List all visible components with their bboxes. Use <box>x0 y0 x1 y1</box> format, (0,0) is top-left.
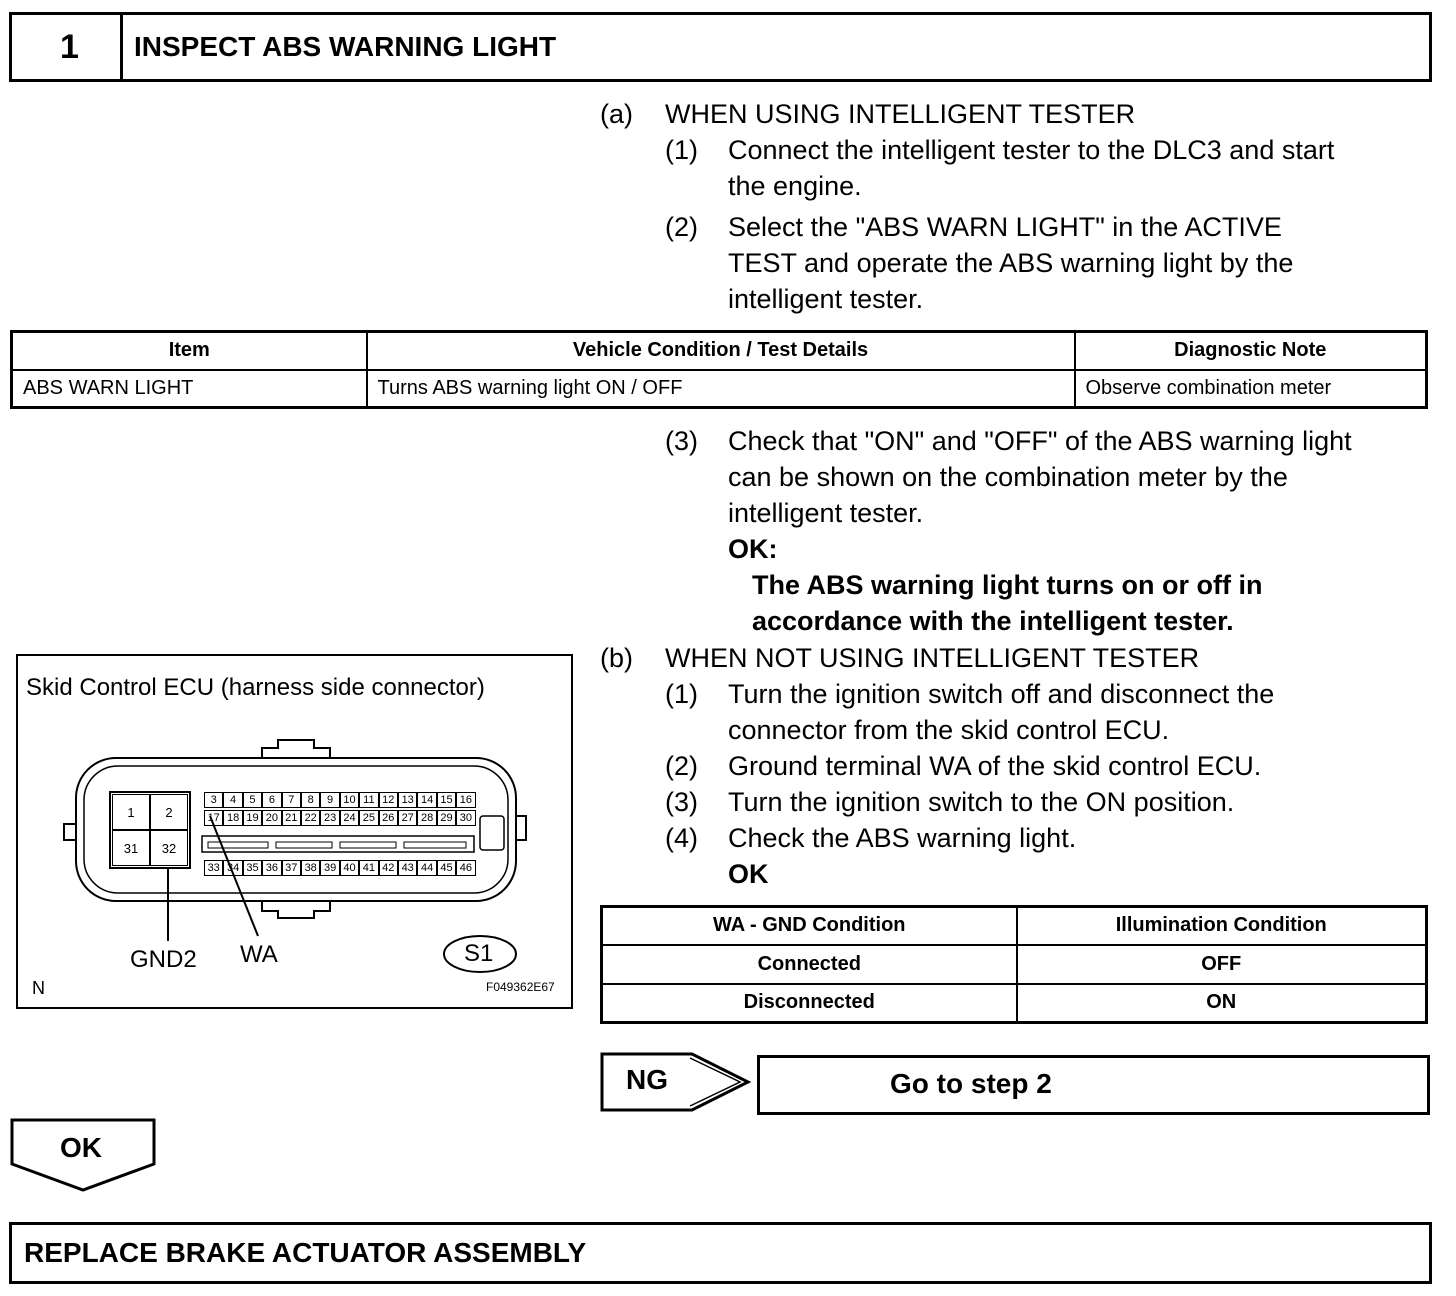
a1-line-2: the engine. <box>728 171 862 201</box>
step-number: 1 <box>60 28 79 66</box>
diagram-title: Skid Control ECU (harness side connector) <box>26 674 485 701</box>
pin-21: 21 <box>282 810 301 826</box>
table-cell: Connected <box>602 945 1017 984</box>
table-header: WA - GND Condition <box>602 907 1017 945</box>
pin-25: 25 <box>359 810 378 826</box>
pin-18: 18 <box>223 810 242 826</box>
table-cell: ON <box>1017 984 1427 1023</box>
pin-45: 45 <box>437 860 456 876</box>
pin-41: 41 <box>359 860 378 876</box>
a3-marker: (3) <box>665 426 698 456</box>
table-header: Illumination Condition <box>1017 907 1427 945</box>
a2-marker: (2) <box>665 212 698 242</box>
active-test-table <box>10 330 1428 409</box>
table-cell: Observe combination meter <box>1075 370 1427 408</box>
a1-marker: (1) <box>665 135 698 165</box>
pin-3: 3 <box>204 792 223 808</box>
pin-27: 27 <box>398 810 417 826</box>
section-b-heading: WHEN NOT USING INTELLIGENT TESTER <box>665 643 1200 673</box>
final-step <box>9 1222 1432 1284</box>
ok-label: OK <box>60 1132 102 1163</box>
pin-2: 2 <box>150 794 188 830</box>
figure-code: F049362E67 <box>486 980 555 994</box>
a3-ok-label: OK: <box>728 534 778 564</box>
step-title: INSPECT ABS WARNING LIGHT <box>134 31 557 62</box>
b-ok-label: OK <box>728 859 769 889</box>
section-a-marker: (a) <box>600 99 633 129</box>
pin-33: 33 <box>204 860 223 876</box>
pin-1: 1 <box>112 794 150 830</box>
ng-target: Go to step 2 <box>890 1068 1052 1099</box>
pin-29: 29 <box>437 810 456 826</box>
ng-label: NG <box>626 1064 668 1095</box>
pin-28: 28 <box>417 810 436 826</box>
a3-line-1: Check that "ON" and "OFF" of the ABS warning light <box>728 426 1352 456</box>
pin-37: 37 <box>282 860 301 876</box>
pin-7: 7 <box>282 792 301 808</box>
pin-14: 14 <box>417 792 436 808</box>
a3-line-3: intelligent tester. <box>728 498 924 528</box>
pin-24: 24 <box>340 810 359 826</box>
a3-ok-line-1: The ABS warning light turns on or off in <box>752 570 1263 600</box>
pin-36: 36 <box>262 860 281 876</box>
pin-46: 46 <box>456 860 475 876</box>
pin-19: 19 <box>243 810 262 826</box>
table-header: Item <box>12 332 367 370</box>
ecu-connector-diagram <box>16 654 573 1009</box>
a3-ok-line-2: accordance with the intelligent tester. <box>752 606 1234 636</box>
pin-17: 17 <box>204 810 223 826</box>
pin-8: 8 <box>301 792 320 808</box>
table-header: Vehicle Condition / Test Details <box>367 332 1075 370</box>
final-step-title: REPLACE BRAKE ACTUATOR ASSEMBLY <box>24 1237 587 1268</box>
a1-line-1: Connect the intelligent tester to the DLC3 and start <box>728 135 1335 165</box>
table-header: Diagnostic Note <box>1075 332 1427 370</box>
pin-30: 30 <box>456 810 475 826</box>
pin-39: 39 <box>320 860 339 876</box>
pin-13: 13 <box>398 792 417 808</box>
label-wa: WA <box>240 941 278 968</box>
b4-line-1: Check the ABS warning light. <box>728 823 1077 853</box>
pin-40: 40 <box>340 860 359 876</box>
pin-34: 34 <box>223 860 242 876</box>
section-b-marker: (b) <box>600 643 633 673</box>
pin-42: 42 <box>379 860 398 876</box>
badge-s1: S1 <box>464 940 494 967</box>
label-gnd2: GND2 <box>130 946 197 973</box>
a3-line-2: can be shown on the combination meter by the <box>728 462 1288 492</box>
b2-marker: (2) <box>665 751 698 781</box>
table-cell: ABS WARN LIGHT <box>12 370 367 408</box>
b3-marker: (3) <box>665 787 698 817</box>
pin-23: 23 <box>320 810 339 826</box>
condition-table <box>600 905 1428 1024</box>
pin-43: 43 <box>398 860 417 876</box>
pin-11: 11 <box>359 792 378 808</box>
pin-5: 5 <box>243 792 262 808</box>
pin-12: 12 <box>379 792 398 808</box>
table-cell: OFF <box>1017 945 1427 984</box>
b3-line-1: Turn the ignition switch to the ON position. <box>728 787 1235 817</box>
pin-10: 10 <box>340 792 359 808</box>
a2-line-1: Select the "ABS WARN LIGHT" in the ACTIVE <box>728 212 1282 242</box>
pin-15: 15 <box>437 792 456 808</box>
table-cell: Disconnected <box>602 984 1017 1023</box>
pin-38: 38 <box>301 860 320 876</box>
pin-16: 16 <box>456 792 475 808</box>
step-header <box>9 12 1432 82</box>
corner-label: N <box>32 978 45 998</box>
pin-6: 6 <box>262 792 281 808</box>
pin-31: 31 <box>112 830 150 866</box>
pin-22: 22 <box>301 810 320 826</box>
b2-line-1: Ground terminal WA of the skid control ECU. <box>728 751 1262 781</box>
pin-35: 35 <box>243 860 262 876</box>
b4-marker: (4) <box>665 823 698 853</box>
pin-44: 44 <box>417 860 436 876</box>
go-to-step-2 <box>757 1055 1430 1115</box>
pin-26: 26 <box>379 810 398 826</box>
pin-4: 4 <box>223 792 242 808</box>
pin-9: 9 <box>320 792 339 808</box>
b1-line-2: connector from the skid control ECU. <box>728 715 1170 745</box>
ng-arrow <box>600 1052 752 1112</box>
pin-20: 20 <box>262 810 281 826</box>
table-cell: Turns ABS warning light ON / OFF <box>367 370 1075 408</box>
pin-32: 32 <box>150 830 188 866</box>
a2-line-3: intelligent tester. <box>728 284 924 314</box>
a2-line-2: TEST and operate the ABS warning light by the <box>728 248 1294 278</box>
section-a-heading: WHEN USING INTELLIGENT TESTER <box>665 99 1136 129</box>
b1-marker: (1) <box>665 679 698 709</box>
b1-line-1: Turn the ignition switch off and disconnect the <box>728 679 1275 709</box>
